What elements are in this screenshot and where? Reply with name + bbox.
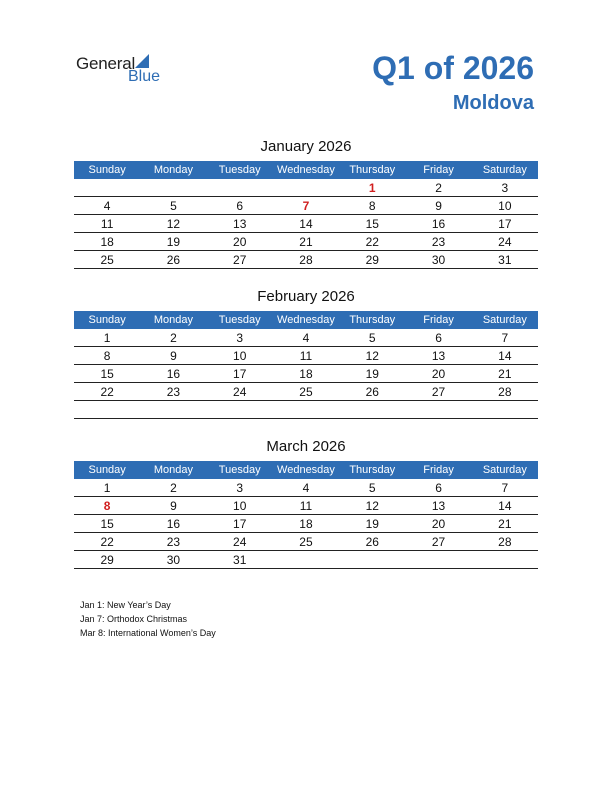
day-cell: 8 <box>368 199 376 213</box>
week-row <box>74 497 538 515</box>
day-cell: 3 <box>501 181 509 195</box>
weekday-label: Thursday <box>349 314 396 326</box>
day-cell: 18 <box>299 367 313 381</box>
day-cell: 13 <box>431 349 446 363</box>
day-cell: 24 <box>233 535 247 549</box>
day-cell: 12 <box>166 217 181 231</box>
weekday-label: Monday <box>153 314 193 326</box>
logo-triangle-icon <box>135 54 149 68</box>
month-title: March 2026 <box>266 438 346 455</box>
day-cell: 17 <box>233 517 247 531</box>
day-cell: 15 <box>100 517 114 531</box>
day-cell: 27 <box>233 253 247 267</box>
day-cell <box>207 179 273 196</box>
day-cell: 16 <box>166 367 181 381</box>
day-cell: 28 <box>498 535 512 549</box>
day-cell: 29 <box>365 253 379 267</box>
day-cell: 18 <box>100 235 114 249</box>
weekday-label: Saturday <box>482 464 527 476</box>
day-cell: 16 <box>166 517 181 531</box>
day-cell: 21 <box>299 235 313 249</box>
day-cell <box>273 401 339 418</box>
day-cell: 22 <box>365 235 379 249</box>
day-cell: 29 <box>100 553 114 567</box>
weekday-label: Wednesday <box>277 464 335 476</box>
weekday-label: Saturday <box>482 314 527 326</box>
logo <box>76 54 161 85</box>
country-name: Moldova <box>452 92 534 114</box>
month-title: January 2026 <box>260 138 352 155</box>
day-cell: 16 <box>431 217 446 231</box>
day-cell: 5 <box>368 331 376 345</box>
weekday-label: Monday <box>153 464 193 476</box>
day-cell: 5 <box>170 199 177 213</box>
week-row <box>74 533 538 551</box>
day-cell: 9 <box>435 199 442 213</box>
day-cell: 25 <box>299 535 313 549</box>
day-cell: 27 <box>431 535 446 549</box>
holiday-note: Mar 8: International Women’s Day <box>80 628 216 638</box>
day-cell <box>339 401 405 418</box>
day-cell: 20 <box>431 517 446 531</box>
day-cell: 11 <box>100 217 114 231</box>
holiday-notes <box>80 598 216 640</box>
day-cell: 6 <box>435 481 442 495</box>
week-row <box>74 479 538 497</box>
day-cell: 2 <box>170 481 177 495</box>
week-row <box>74 233 538 251</box>
weekday-label: Tuesday <box>218 464 261 476</box>
day-cell <box>339 551 405 568</box>
weekday-label: Thursday <box>349 464 396 476</box>
day-cell: 25 <box>100 253 114 267</box>
day-cell <box>405 401 471 418</box>
day-cell: 26 <box>365 535 379 549</box>
day-cell: 31 <box>498 253 512 267</box>
day-cell: 19 <box>365 367 379 381</box>
day-cell: 24 <box>233 385 247 399</box>
holiday-day-cell: 7 <box>302 199 310 213</box>
holiday-day-cell: 1 <box>368 181 376 195</box>
day-cell: 4 <box>103 199 111 213</box>
day-cell: 23 <box>431 235 446 249</box>
day-cell: 15 <box>365 217 379 231</box>
month-calendar <box>74 137 538 269</box>
day-cell: 26 <box>365 385 379 399</box>
day-cell: 7 <box>501 331 509 345</box>
week-row <box>74 197 538 215</box>
holiday-note: Jan 1: New Year’s Day <box>80 600 171 610</box>
day-cell: 17 <box>233 367 247 381</box>
weekday-label: Friday <box>423 464 454 476</box>
page-title: Q1 of 2026 <box>372 50 534 86</box>
day-cell <box>273 179 339 196</box>
weekday-label: Sunday <box>88 164 126 176</box>
day-cell: 4 <box>302 481 310 495</box>
day-cell: 30 <box>166 553 181 567</box>
weekday-label: Thursday <box>349 164 396 176</box>
day-cell: 30 <box>431 253 446 267</box>
day-cell: 14 <box>299 217 313 231</box>
day-cell: 10 <box>233 349 247 363</box>
day-cell: 3 <box>236 331 244 345</box>
weekday-header <box>74 311 538 329</box>
day-cell <box>140 179 206 196</box>
weekday-label: Wednesday <box>277 164 335 176</box>
day-cell: 15 <box>100 367 114 381</box>
day-cell: 25 <box>299 385 313 399</box>
logo-blue-text: Blue <box>128 68 161 85</box>
week-row <box>74 365 538 383</box>
day-cell <box>207 401 273 418</box>
day-cell: 2 <box>170 331 177 345</box>
week-row <box>74 179 538 197</box>
week-row <box>74 215 538 233</box>
day-cell <box>273 551 339 568</box>
day-cell: 31 <box>233 553 247 567</box>
day-cell: 9 <box>170 349 177 363</box>
week-row <box>74 551 538 569</box>
week-row <box>74 347 538 365</box>
week-row <box>74 401 538 419</box>
logo-general-text: General <box>76 54 136 73</box>
day-cell: 26 <box>166 253 181 267</box>
day-cell: 7 <box>501 481 509 495</box>
day-cell: 28 <box>299 253 313 267</box>
day-cell: 20 <box>431 367 446 381</box>
day-cell: 1 <box>103 331 111 345</box>
day-cell <box>140 401 206 418</box>
month-calendar <box>74 287 538 419</box>
day-cell: 22 <box>100 535 114 549</box>
weekday-label: Friday <box>423 314 454 326</box>
day-cell: 2 <box>435 181 442 195</box>
day-cell: 11 <box>299 499 313 513</box>
weekday-label: Tuesday <box>218 164 261 176</box>
day-cell: 12 <box>365 499 379 513</box>
day-cell: 23 <box>166 535 181 549</box>
weekday-label: Monday <box>153 164 193 176</box>
day-cell <box>74 179 140 196</box>
weekday-label: Friday <box>423 164 454 176</box>
day-cell <box>472 401 538 418</box>
weekday-label: Saturday <box>482 164 527 176</box>
week-row <box>74 383 538 401</box>
day-cell: 3 <box>236 481 244 495</box>
day-cell: 5 <box>368 481 376 495</box>
day-cell: 13 <box>431 499 446 513</box>
day-cell: 20 <box>233 235 247 249</box>
weekday-label: Sunday <box>88 464 126 476</box>
week-row <box>74 251 538 269</box>
day-cell: 24 <box>498 235 512 249</box>
day-cell <box>405 551 471 568</box>
day-cell: 14 <box>498 499 512 513</box>
day-cell: 14 <box>498 349 512 363</box>
week-row <box>74 515 538 533</box>
weekday-header <box>74 161 538 179</box>
day-cell: 23 <box>166 385 181 399</box>
day-cell: 9 <box>170 499 177 513</box>
day-cell: 4 <box>302 331 310 345</box>
holiday-day-cell: 8 <box>103 499 111 513</box>
day-cell: 19 <box>365 517 379 531</box>
month-calendar <box>74 437 538 569</box>
day-cell: 8 <box>103 349 111 363</box>
day-cell: 6 <box>435 331 442 345</box>
day-cell: 6 <box>236 199 244 213</box>
weekday-header <box>74 461 538 479</box>
day-cell: 1 <box>103 481 111 495</box>
day-cell: 19 <box>166 235 181 249</box>
day-cell <box>74 401 140 418</box>
day-cell: 18 <box>299 517 313 531</box>
day-cell: 11 <box>299 349 313 363</box>
day-cell: 22 <box>100 385 114 399</box>
day-cell <box>472 551 538 568</box>
day-cell: 27 <box>431 385 446 399</box>
day-cell: 13 <box>233 217 247 231</box>
holiday-note: Jan 7: Orthodox Christmas <box>80 614 188 624</box>
weekday-label: Sunday <box>88 314 126 326</box>
month-title: February 2026 <box>257 288 355 305</box>
weekday-label: Tuesday <box>218 314 261 326</box>
day-cell: 21 <box>498 517 512 531</box>
day-cell: 12 <box>365 349 379 363</box>
day-cell: 21 <box>498 367 512 381</box>
day-cell: 10 <box>498 199 512 213</box>
day-cell: 28 <box>498 385 512 399</box>
day-cell: 17 <box>498 217 512 231</box>
day-cell: 10 <box>233 499 247 513</box>
weekday-label: Wednesday <box>277 314 335 326</box>
week-row <box>74 329 538 347</box>
